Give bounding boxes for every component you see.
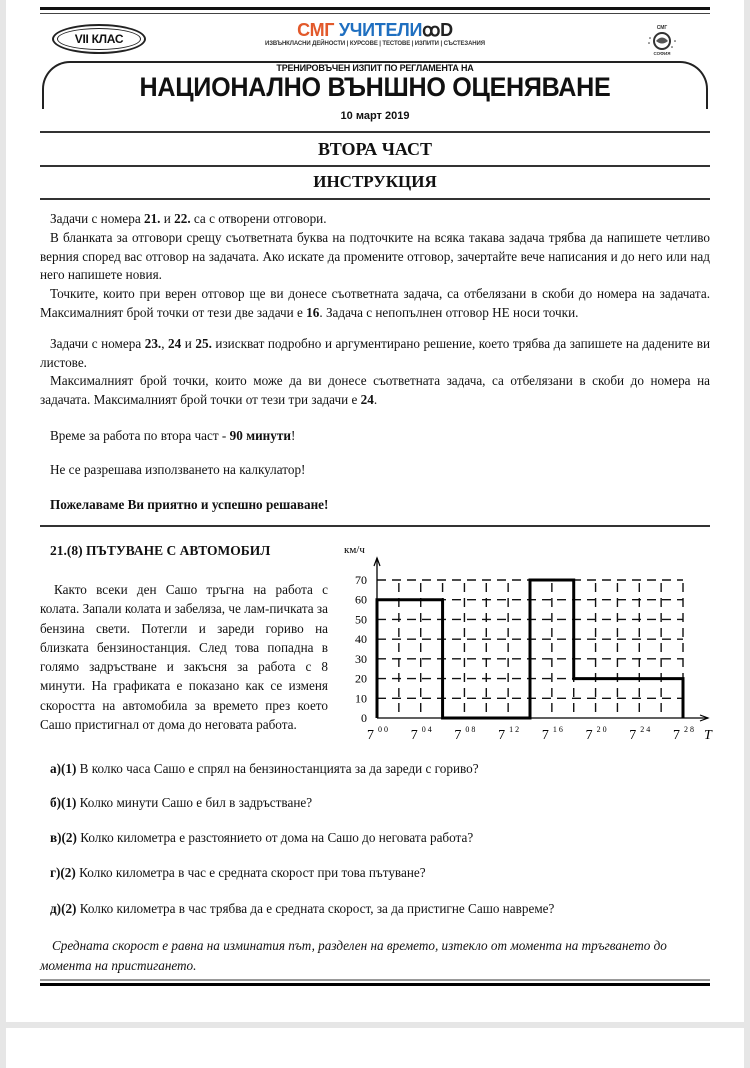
x-tick-label: 7 $^{1 6}$ xyxy=(541,725,563,743)
question-label: а)(1) xyxy=(50,761,77,776)
x-tick-label: 7 $^{2 4}$ xyxy=(629,725,651,743)
text: Задачи с номера xyxy=(50,336,145,351)
text: и xyxy=(160,211,175,226)
y-tick-label: 10 xyxy=(355,691,367,706)
task-number: 22. xyxy=(174,211,191,226)
x-tick-label: 7 $^{0 4}$ xyxy=(410,725,432,743)
question-g xyxy=(50,865,426,881)
task-text: Както всеки ден Сашо тръгна на работа с колата. Запали колата и забеляза, че лам-пичката за бензина свети. Потегли и зареди гориво на близката бензиностанция. След това попадна в голямо задръстване и закъсня за работа с 8 минути. На графиката е показано как се изменя скоростта на автомобила за времето през което Сашо пристигнал от дома до неговата работа. xyxy=(40,582,328,733)
question-label: б)(1) xyxy=(50,795,77,810)
y-axis-label: км/ч xyxy=(344,544,365,556)
brand-smg: СМГ xyxy=(297,20,335,40)
x-tick-label: 7 $^{0 8}$ xyxy=(454,725,476,743)
task-number: 24 xyxy=(168,336,182,351)
svg-text:СМГ: СМГ xyxy=(656,25,668,31)
question-b xyxy=(50,795,312,811)
y-tick-label: 50 xyxy=(355,612,367,627)
question-text: Колко минути Сашо е бил в задръстване? xyxy=(76,795,313,810)
text: Точките, които при верен отговор ще ви донесе съответната задача, са отбелязани в скоби до номера на задачата. Максималният брой точки от тези две задачи е xyxy=(40,286,710,320)
x-tick-labels xyxy=(367,725,694,743)
brand-uchiteli: УЧИТЕЛИ xyxy=(338,20,423,40)
part-heading: ВТОРА ЧАСТ xyxy=(317,139,433,159)
svg-text:СОФИЯ: СОФИЯ xyxy=(653,51,671,56)
top-rule-thick xyxy=(40,7,710,10)
points-value: 16 xyxy=(306,304,320,320)
text: . Задача с непопълнен отговор НЕ носи точки. xyxy=(319,304,579,320)
exam-title: НАЦИОНАЛНО ВЪНШНО ОЦЕНЯВАНЕ xyxy=(139,72,611,102)
x-tick-label: 7 $^{2 8}$ xyxy=(673,725,694,743)
question-text: Колко километра в час е средната скорост при това пътуване? xyxy=(75,865,426,880)
divider xyxy=(40,165,710,167)
x-tick-label: 7 $^{0 0}$ xyxy=(367,725,388,743)
exam-date: 10 март 2019 xyxy=(340,110,410,122)
instruction-p5 xyxy=(40,372,710,409)
instruction-p1 xyxy=(50,210,710,229)
brand-logo xyxy=(250,20,500,47)
points-value: 24 xyxy=(360,391,374,407)
text: . xyxy=(373,391,378,407)
instruction-p3 xyxy=(40,285,710,322)
question-label: в)(2) xyxy=(50,830,77,845)
text: Максималният брой точки, които може да ви донесе съответната задача, са отбелязани в скоби до номера на задачата. Максималният брой точки от тези три задачи е xyxy=(40,373,710,407)
question-text: Колко километра в час трябва да е средната скорост, за да пристигне Сашо навреме? xyxy=(76,901,555,916)
y-tick-label: 70 xyxy=(355,573,367,587)
task-title: 21.(8) ПЪТУВАНЕ С АВТОМОБИЛ xyxy=(50,543,271,558)
y-tick-label: 20 xyxy=(355,671,367,686)
instruction-p4 xyxy=(40,335,710,372)
task-number: 25. xyxy=(195,336,212,351)
task-number: 23. xyxy=(144,336,162,351)
question-label: д)(2) xyxy=(50,901,77,916)
y-tick-labels xyxy=(355,573,367,725)
y-tick-label: 0 xyxy=(361,711,367,725)
x-axis-label: T xyxy=(704,728,712,743)
instruction-time xyxy=(50,427,710,446)
brand-infinity: ꝏD xyxy=(422,20,453,40)
grade-badge-label: VII КЛАС xyxy=(57,28,141,50)
instruction-p2: В бланката за отговори срещу съответната буква на подточките на всяка такава задача трябва да напишете четливо верния според вас отговор на задачата. Ако искате да промените отговор, зачертайте вече написания и до него или над него напишете новия. xyxy=(40,230,710,282)
question-label: г)(2) xyxy=(50,865,76,880)
y-tick-label: 60 xyxy=(355,592,367,607)
divider xyxy=(40,131,710,133)
divider xyxy=(40,525,710,527)
text: и xyxy=(181,336,196,351)
text: изискват подробно и аргументирано решение, което трябва да запишете на дадените ви листове. xyxy=(40,336,711,370)
instructions-heading: ИНСТРУКЦИЯ xyxy=(313,172,437,191)
text: са с отворени отговори. xyxy=(190,211,327,226)
y-tick-label: 30 xyxy=(355,651,367,666)
text: Време за работа по втора част - xyxy=(50,428,230,443)
question-d xyxy=(50,901,554,917)
speed-line xyxy=(377,580,683,718)
question-text: В колко часа Сашо е спрял на бензиностанцията за да зареди с гориво? xyxy=(76,761,479,776)
divider xyxy=(40,198,710,200)
x-tick-label: 7 $^{2 0}$ xyxy=(585,725,607,743)
instruction-calculator: Не се разрешава използването на калкулатор! xyxy=(50,462,306,477)
document-page-2 xyxy=(6,1028,744,1068)
question-v xyxy=(50,830,473,846)
question-a xyxy=(50,761,479,777)
average-speed-note: Средната скорост е равна на изминатия път, разделен на времето, изтекло от момента на тръгването до момента на пристигането. xyxy=(40,938,667,973)
smg-seal-icon xyxy=(642,22,682,58)
text: , xyxy=(161,336,169,351)
top-rule-thin xyxy=(40,13,710,14)
grade-badge xyxy=(52,24,146,54)
text: ! xyxy=(290,428,296,443)
exam-subtitle: ТРЕНИРОВЪЧЕН ИЗПИТ ПО РЕГЛАМЕНТА НА xyxy=(276,63,474,73)
instruction-wish: Пожелаваме Ви приятно и успешно решаване! xyxy=(50,497,329,512)
brand-tagline: ИЗВЪНКЛАСНИ ДЕЙНОСТИ | КУРСОВЕ | ТЕСТОВЕ | ИЗПИТИ | СЪСТЕЗАНИЯ xyxy=(265,41,485,47)
task-number: 21. xyxy=(143,211,161,226)
question-text: Колко километра е разстоянието от дома на Сашо до неговата работа? xyxy=(76,830,474,845)
x-tick-label: 7 $^{1 2}$ xyxy=(498,725,520,743)
y-tick-label: 40 xyxy=(355,632,367,647)
bottom-rule-thick xyxy=(40,983,710,986)
text: Задачи с номера xyxy=(50,211,144,226)
speed-time-chart xyxy=(340,540,720,750)
bottom-rule-thin xyxy=(40,979,710,981)
time-limit: 90 минути xyxy=(229,428,291,443)
